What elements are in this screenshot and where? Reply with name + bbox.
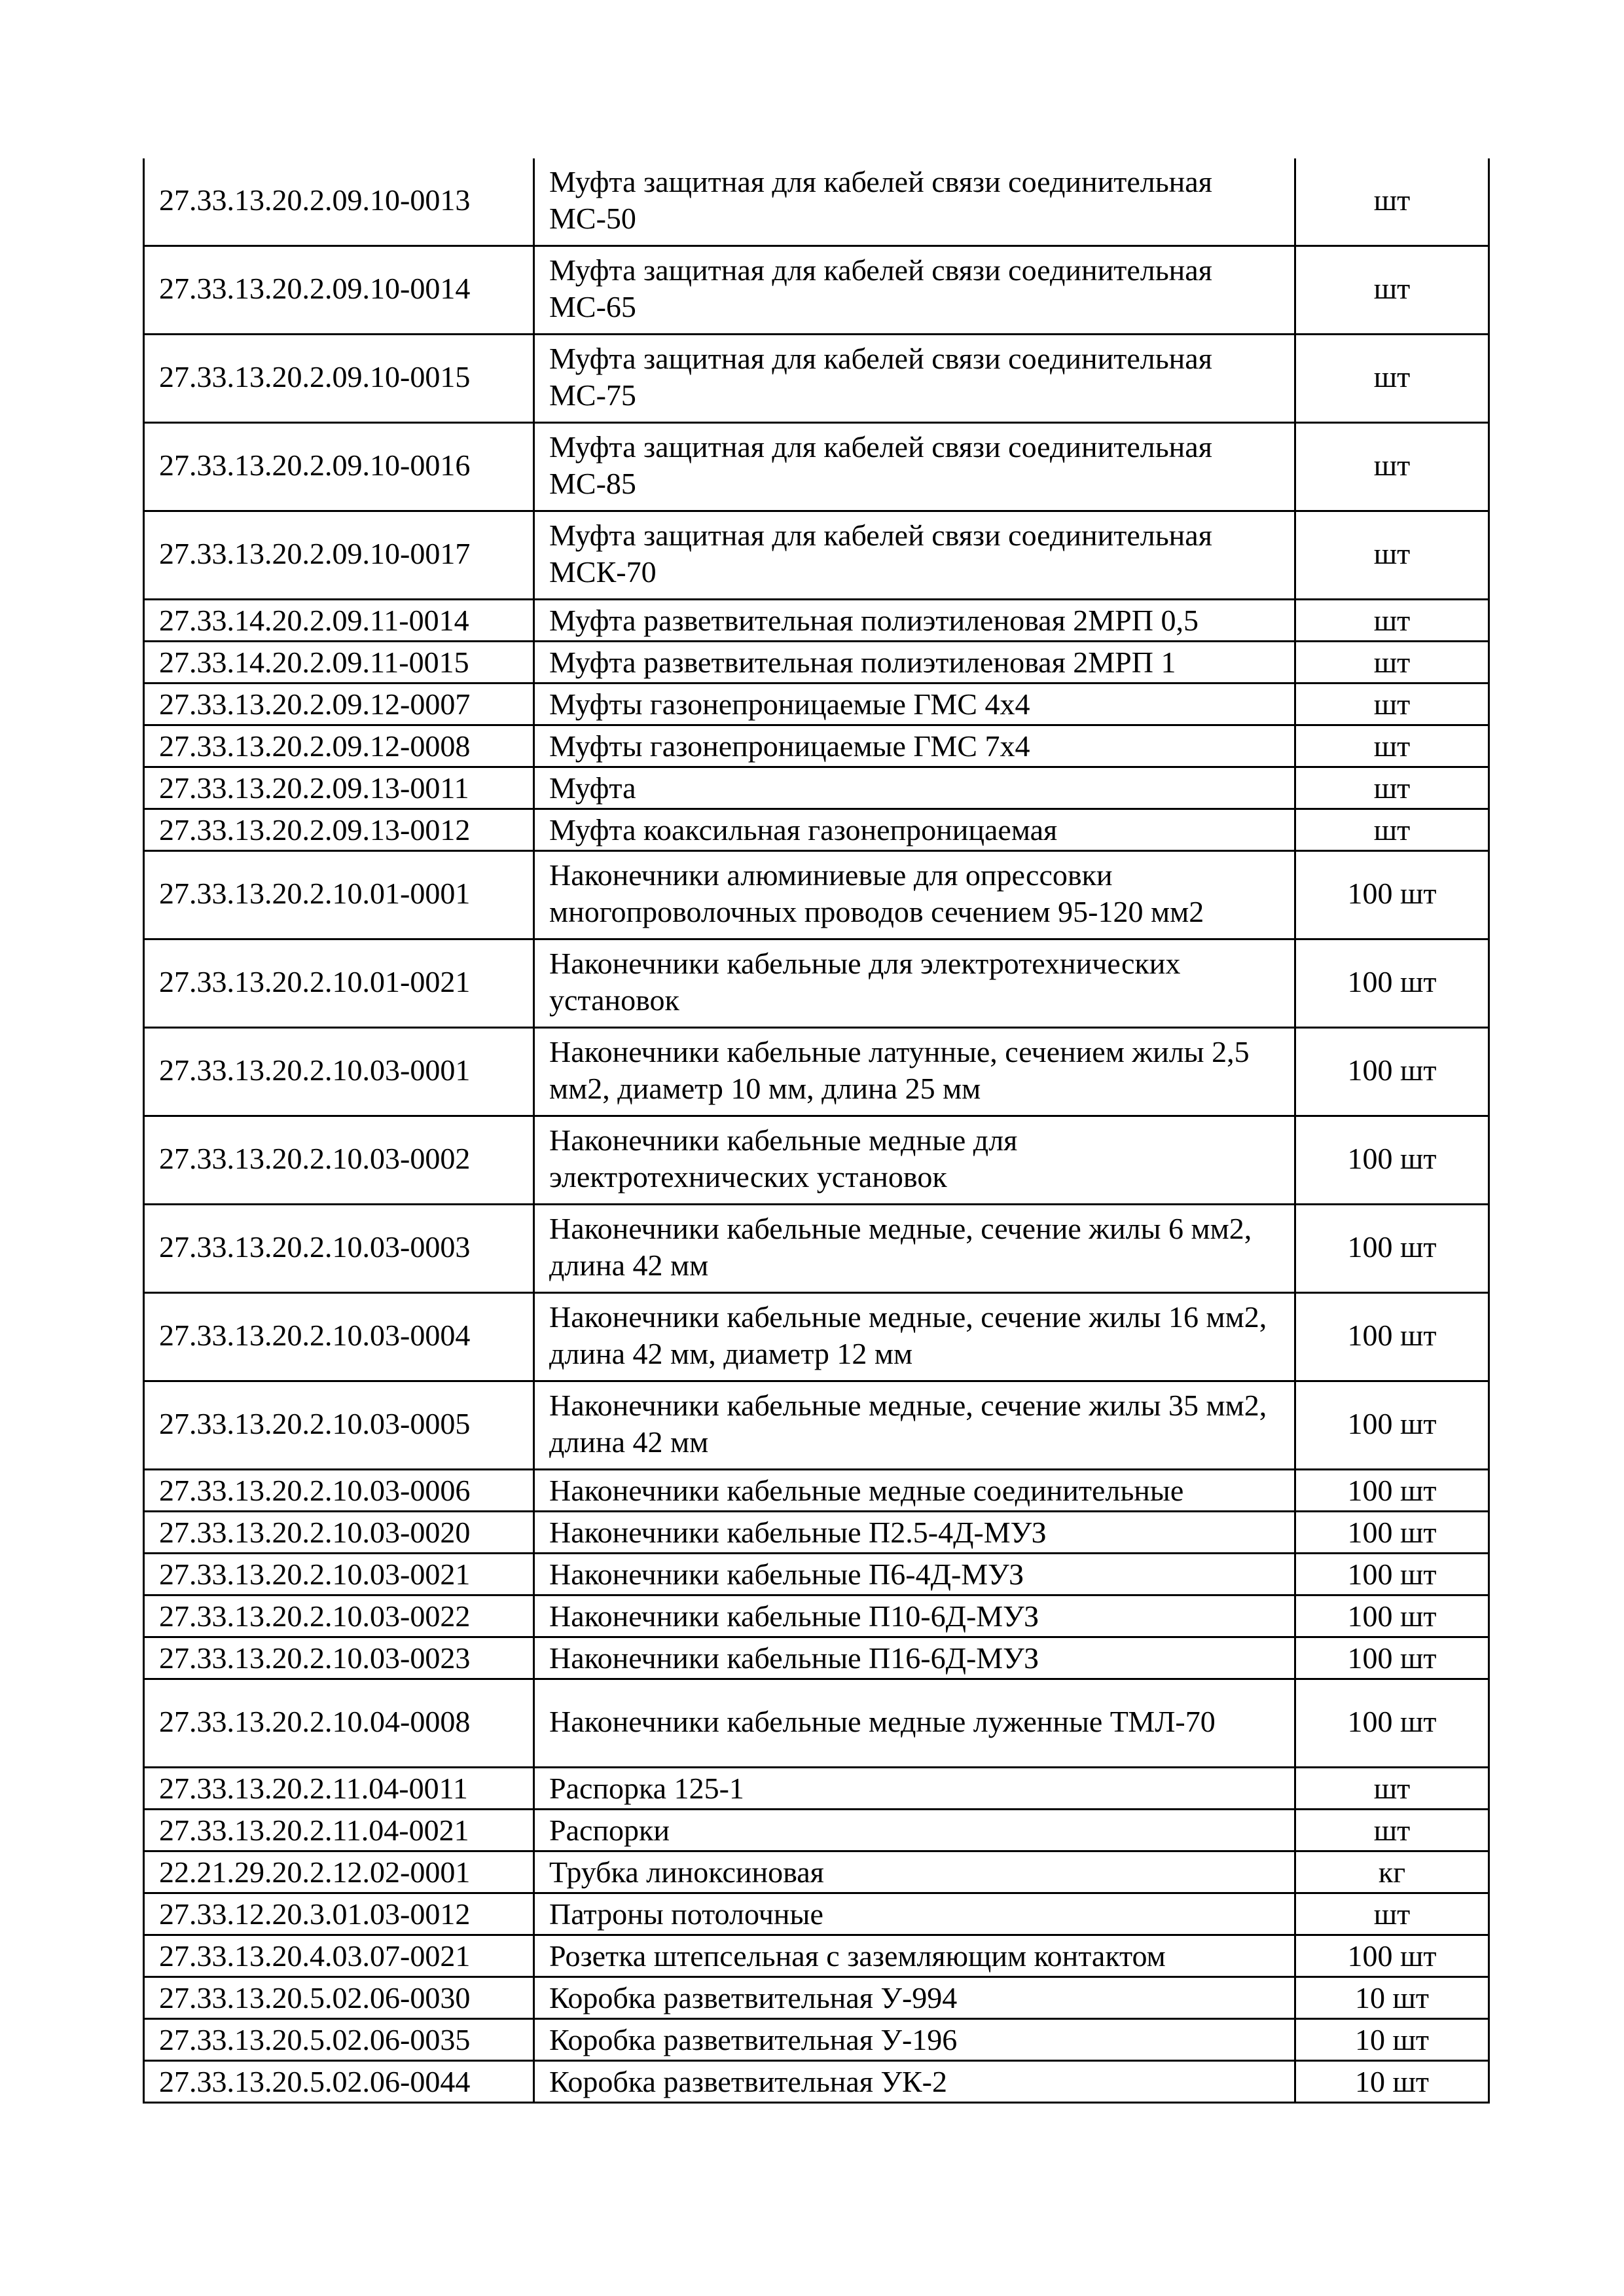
table-row xyxy=(144,1293,1489,1381)
item-name-cell: Наконечники кабельные медные, сечение жилы 35 мм2, длина 42 мм xyxy=(534,1381,1295,1470)
item-name-cell: Трубка линоксиновая xyxy=(534,1851,1295,1893)
item-name-cell: Распорка 125-1 xyxy=(534,1768,1295,1810)
item-unit-cell: 100 шт xyxy=(1295,939,1489,1028)
table-row xyxy=(144,511,1489,600)
item-unit-cell: 10 шт xyxy=(1295,1977,1489,2019)
table-row xyxy=(144,158,1489,246)
item-unit-cell: шт xyxy=(1295,767,1489,809)
item-code-cell: 27.33.13.20.2.10.04-0008 xyxy=(144,1679,534,1768)
item-code-cell: 27.33.13.20.2.09.10-0014 xyxy=(144,246,534,335)
item-name-cell: Муфта коаксильная газонепроницаемая xyxy=(534,809,1295,851)
item-name-cell: Коробка разветвительная У-196 xyxy=(534,2019,1295,2061)
item-code-cell: 27.33.13.20.2.09.13-0011 xyxy=(144,767,534,809)
item-code-cell: 27.33.13.20.2.09.10-0017 xyxy=(144,511,534,600)
table-row xyxy=(144,2019,1489,2061)
item-name-cell: Патроны потолочные xyxy=(534,1893,1295,1935)
item-code-cell: 27.33.13.20.2.11.04-0011 xyxy=(144,1768,534,1810)
item-unit-cell: шт xyxy=(1295,809,1489,851)
table-row xyxy=(144,1810,1489,1851)
item-code-cell: 27.33.13.20.5.02.06-0030 xyxy=(144,1977,534,2019)
item-unit-cell: 100 шт xyxy=(1295,1381,1489,1470)
item-unit-cell: шт xyxy=(1295,1768,1489,1810)
item-code-cell: 27.33.13.20.2.11.04-0021 xyxy=(144,1810,534,1851)
item-code-cell: 27.33.13.20.5.02.06-0035 xyxy=(144,2019,534,2061)
item-code-cell: 27.33.13.20.2.09.10-0015 xyxy=(144,335,534,423)
item-name-cell: Муфты газонепроницаемые ГМС 4х4 xyxy=(534,683,1295,725)
item-name-cell: Распорки xyxy=(534,1810,1295,1851)
item-code-cell: 27.33.13.20.4.03.07-0021 xyxy=(144,1935,534,1977)
item-unit-cell: шт xyxy=(1295,1810,1489,1851)
item-unit-cell: 100 шт xyxy=(1295,1637,1489,1679)
item-code-cell: 27.33.13.20.2.10.01-0001 xyxy=(144,851,534,939)
table-row xyxy=(144,1935,1489,1977)
item-code-cell: 27.33.13.20.2.10.03-0004 xyxy=(144,1293,534,1381)
item-name-cell: Наконечники алюминиевые для опрессовки многопроволочных проводов сечением 95-120 мм2 xyxy=(534,851,1295,939)
table-row xyxy=(144,725,1489,767)
item-name-cell: Наконечники кабельные П16-6Д-МУЗ xyxy=(534,1637,1295,1679)
item-code-cell: 27.33.13.20.2.10.03-0020 xyxy=(144,1512,534,1554)
table-row xyxy=(144,1381,1489,1470)
item-unit-cell: шт xyxy=(1295,725,1489,767)
item-code-cell: 27.33.13.20.2.10.03-0021 xyxy=(144,1554,534,1595)
item-name-cell: Муфты газонепроницаемые ГМС 7х4 xyxy=(534,725,1295,767)
item-unit-cell: 100 шт xyxy=(1295,1554,1489,1595)
item-name-cell: Розетка штепсельная с заземляющим контактом xyxy=(534,1935,1295,1977)
item-name-cell: Коробка разветвительная УК-2 xyxy=(534,2061,1295,2103)
table-row xyxy=(144,1205,1489,1293)
table-row xyxy=(144,246,1489,335)
table-row xyxy=(144,939,1489,1028)
item-unit-cell: шт xyxy=(1295,423,1489,511)
item-unit-cell: 10 шт xyxy=(1295,2019,1489,2061)
item-name-cell: Муфта защитная для кабелей связи соединительная МСК-70 xyxy=(534,511,1295,600)
table-row xyxy=(144,1977,1489,2019)
table-row xyxy=(144,683,1489,725)
item-name-cell: Муфта защитная для кабелей связи соединительная МС-65 xyxy=(534,246,1295,335)
item-unit-cell: 100 шт xyxy=(1295,1512,1489,1554)
table-row xyxy=(144,1028,1489,1116)
table-row xyxy=(144,1679,1489,1768)
item-name-cell: Наконечники кабельные медные для электротехнических установок xyxy=(534,1116,1295,1205)
item-unit-cell: 100 шт xyxy=(1295,851,1489,939)
item-unit-cell: шт xyxy=(1295,511,1489,600)
item-name-cell: Муфта защитная для кабелей связи соединительная МС-50 xyxy=(534,158,1295,246)
item-code-cell: 27.33.13.20.2.10.03-0001 xyxy=(144,1028,534,1116)
item-unit-cell: 100 шт xyxy=(1295,1116,1489,1205)
item-code-cell: 27.33.13.20.2.10.03-0002 xyxy=(144,1116,534,1205)
table-row xyxy=(144,809,1489,851)
table-row xyxy=(144,1116,1489,1205)
item-code-cell: 27.33.13.20.2.10.03-0022 xyxy=(144,1595,534,1637)
item-name-cell: Муфта xyxy=(534,767,1295,809)
item-unit-cell: 100 шт xyxy=(1295,1595,1489,1637)
item-unit-cell: шт xyxy=(1295,246,1489,335)
item-name-cell: Муфта разветвительная полиэтиленовая 2МРП 1 xyxy=(534,642,1295,683)
item-code-cell: 27.33.14.20.2.09.11-0015 xyxy=(144,642,534,683)
item-name-cell: Наконечники кабельные латунные, сечением жилы 2,5 мм2, диаметр 10 мм, длина 25 мм xyxy=(534,1028,1295,1116)
item-name-cell: Наконечники кабельные П2.5-4Д-МУЗ xyxy=(534,1512,1295,1554)
materials-table-body xyxy=(144,158,1489,2103)
item-code-cell: 27.33.14.20.2.09.11-0014 xyxy=(144,600,534,642)
item-code-cell: 27.33.13.20.2.10.01-0021 xyxy=(144,939,534,1028)
table-row xyxy=(144,1768,1489,1810)
materials-table xyxy=(143,158,1490,2104)
item-name-cell: Наконечники кабельные П10-6Д-МУЗ xyxy=(534,1595,1295,1637)
item-name-cell: Наконечники кабельные медные соединительные xyxy=(534,1470,1295,1512)
item-code-cell: 27.33.13.20.2.10.03-0006 xyxy=(144,1470,534,1512)
item-unit-cell: 100 шт xyxy=(1295,1293,1489,1381)
item-name-cell: Муфта защитная для кабелей связи соединительная МС-75 xyxy=(534,335,1295,423)
table-row xyxy=(144,1554,1489,1595)
table-row xyxy=(144,1893,1489,1935)
item-code-cell: 27.33.13.20.2.10.03-0023 xyxy=(144,1637,534,1679)
item-name-cell: Наконечники кабельные медные, сечение жилы 16 мм2, длина 42 мм, диаметр 12 мм xyxy=(534,1293,1295,1381)
item-unit-cell: шт xyxy=(1295,1893,1489,1935)
item-code-cell: 27.33.13.20.2.10.03-0003 xyxy=(144,1205,534,1293)
item-unit-cell: 100 шт xyxy=(1295,1470,1489,1512)
item-name-cell: Наконечники кабельные для электротехнических установок xyxy=(534,939,1295,1028)
item-code-cell: 27.33.13.20.2.09.12-0008 xyxy=(144,725,534,767)
item-unit-cell: шт xyxy=(1295,600,1489,642)
table-row xyxy=(144,1595,1489,1637)
item-unit-cell: 100 шт xyxy=(1295,1935,1489,1977)
item-code-cell: 27.33.13.20.2.09.10-0013 xyxy=(144,158,534,246)
item-code-cell: 22.21.29.20.2.12.02-0001 xyxy=(144,1851,534,1893)
item-unit-cell: шт xyxy=(1295,158,1489,246)
item-unit-cell: кг xyxy=(1295,1851,1489,1893)
item-code-cell: 27.33.12.20.3.01.03-0012 xyxy=(144,1893,534,1935)
item-code-cell: 27.33.13.20.2.09.12-0007 xyxy=(144,683,534,725)
table-row xyxy=(144,2061,1489,2103)
item-name-cell: Наконечники кабельные медные, сечение жилы 6 мм2, длина 42 мм xyxy=(534,1205,1295,1293)
item-unit-cell: шт xyxy=(1295,335,1489,423)
item-name-cell: Наконечники кабельные П6-4Д-МУЗ xyxy=(534,1554,1295,1595)
item-unit-cell: 100 шт xyxy=(1295,1679,1489,1768)
table-row xyxy=(144,600,1489,642)
table-row xyxy=(144,335,1489,423)
item-unit-cell: шт xyxy=(1295,683,1489,725)
item-code-cell: 27.33.13.20.5.02.06-0044 xyxy=(144,2061,534,2103)
table-row xyxy=(144,1851,1489,1893)
item-unit-cell: 10 шт xyxy=(1295,2061,1489,2103)
table-row xyxy=(144,767,1489,809)
item-unit-cell: 100 шт xyxy=(1295,1205,1489,1293)
item-name-cell: Коробка разветвительная У-994 xyxy=(534,1977,1295,2019)
table-row xyxy=(144,851,1489,939)
item-code-cell: 27.33.13.20.2.09.13-0012 xyxy=(144,809,534,851)
table-row xyxy=(144,642,1489,683)
item-name-cell: Наконечники кабельные медные луженные ТМЛ-70 xyxy=(534,1679,1295,1768)
item-unit-cell: 100 шт xyxy=(1295,1028,1489,1116)
item-unit-cell: шт xyxy=(1295,642,1489,683)
item-code-cell: 27.33.13.20.2.09.10-0016 xyxy=(144,423,534,511)
table-row xyxy=(144,1470,1489,1512)
table-row xyxy=(144,1512,1489,1554)
item-code-cell: 27.33.13.20.2.10.03-0005 xyxy=(144,1381,534,1470)
table-row xyxy=(144,1637,1489,1679)
item-name-cell: Муфта разветвительная полиэтиленовая 2МРП 0,5 xyxy=(534,600,1295,642)
item-name-cell: Муфта защитная для кабелей связи соединительная МС-85 xyxy=(534,423,1295,511)
table-row xyxy=(144,423,1489,511)
